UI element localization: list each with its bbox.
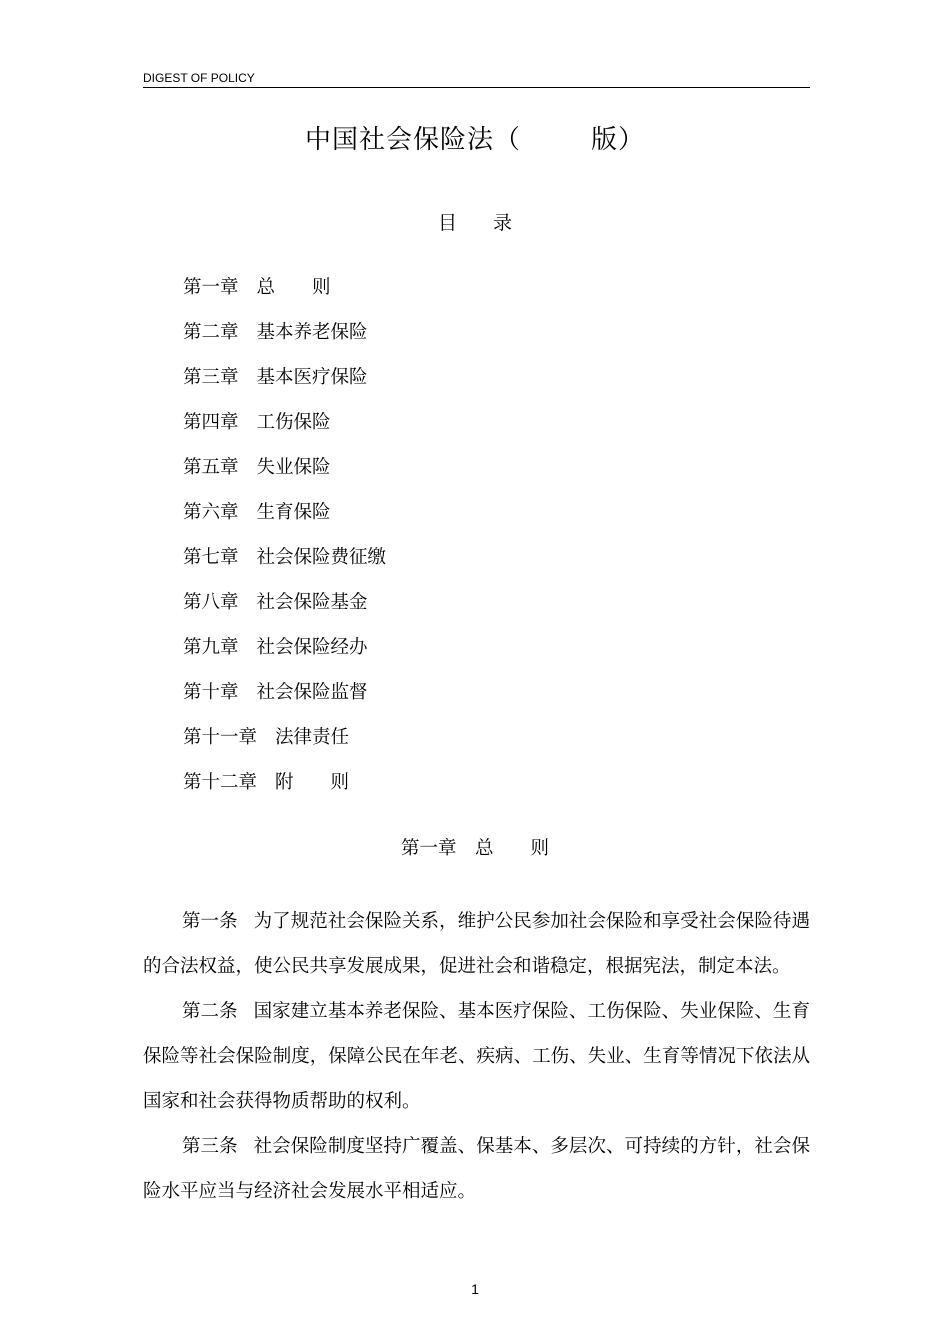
article-number: 第一条 [182, 911, 238, 932]
document-title [0, 122, 950, 158]
article-number: 第二条 [182, 1001, 238, 1022]
toc-chapter-title: 总 则 [256, 277, 331, 298]
article-paragraph [143, 1124, 810, 1214]
toc-chapter-number: 第三章 [183, 367, 239, 388]
toc-chapter-number: 第二章 [183, 322, 239, 343]
toc-chapter-title: 附 则 [275, 772, 350, 793]
toc-chapter-title: 生育保险 [256, 502, 331, 523]
toc-chapter-number: 第一章 [183, 277, 239, 298]
toc-item[interactable] [183, 544, 386, 589]
toc-chapter-number: 第七章 [183, 547, 239, 568]
article-number: 第三条 [182, 1136, 238, 1157]
toc-item[interactable] [183, 454, 386, 499]
toc-chapter-number: 第十二章 [183, 772, 258, 793]
toc-item[interactable] [183, 409, 386, 454]
page-number: 1 [471, 1281, 479, 1297]
title-main: 中国社会保险法（ [304, 125, 521, 155]
toc-chapter-title: 社会保险经办 [256, 637, 368, 658]
toc-chapter-number: 第六章 [183, 502, 239, 523]
toc-chapter-number: 第八章 [183, 592, 239, 613]
toc-item[interactable] [183, 274, 386, 319]
article-text: 国家建立基本养老保险、基本医疗保险、工伤保险、失业保险、生育保险等社会保险制度，保障公民在年老、疾病、工伤、失业、生育等情况下依法从国家和社会获得物质帮助的权利。 [143, 1001, 810, 1112]
toc-chapter-number: 第十章 [183, 682, 239, 703]
toc-item[interactable] [183, 724, 386, 769]
article-text: 为了规范社会保险关系，维护公民参加社会保险和享受社会保险待遇的合法权益，使公民共享发展成果，促进社会和谐稳定，根据宪法，制定本法。 [143, 911, 810, 977]
article-paragraph [143, 899, 810, 989]
title-edition: 版） [591, 125, 646, 155]
toc-chapter-number: 第十一章 [183, 727, 258, 748]
toc-chapter-title: 基本养老保险 [256, 322, 368, 343]
toc-chapter-number: 第五章 [183, 457, 239, 478]
toc-item[interactable] [183, 319, 386, 364]
toc-chapter-title: 工伤保险 [256, 412, 331, 433]
article-paragraph [143, 989, 810, 1124]
toc-chapter-title: 社会保险基金 [256, 592, 368, 613]
toc-chapter-title: 失业保险 [256, 457, 331, 478]
toc-item[interactable] [183, 634, 386, 679]
toc-chapter-title: 基本医疗保险 [256, 367, 368, 388]
toc-chapter-title: 社会保险监督 [256, 682, 368, 703]
toc-chapter-title: 法律责任 [275, 727, 350, 748]
running-header: DIGEST OF POLICY [143, 70, 810, 88]
toc-item[interactable] [183, 589, 386, 634]
chapter-body [143, 899, 810, 1214]
toc-heading: 目 录 [437, 212, 513, 234]
toc-chapter-title: 社会保险费征缴 [256, 547, 387, 568]
toc-item[interactable] [183, 364, 386, 409]
toc-item[interactable] [183, 679, 386, 724]
toc-chapter-number: 第四章 [183, 412, 239, 433]
article-text: 社会保险制度坚持广覆盖、保基本、多层次、可持续的方针，社会保险水平应当与经济社会发展水平相适应。 [143, 1136, 810, 1202]
toc-item[interactable] [183, 499, 386, 544]
table-of-contents [183, 274, 386, 814]
chapter-heading: 第一章 总 则 [400, 838, 549, 859]
toc-chapter-number: 第九章 [183, 637, 239, 658]
toc-item[interactable] [183, 769, 386, 814]
